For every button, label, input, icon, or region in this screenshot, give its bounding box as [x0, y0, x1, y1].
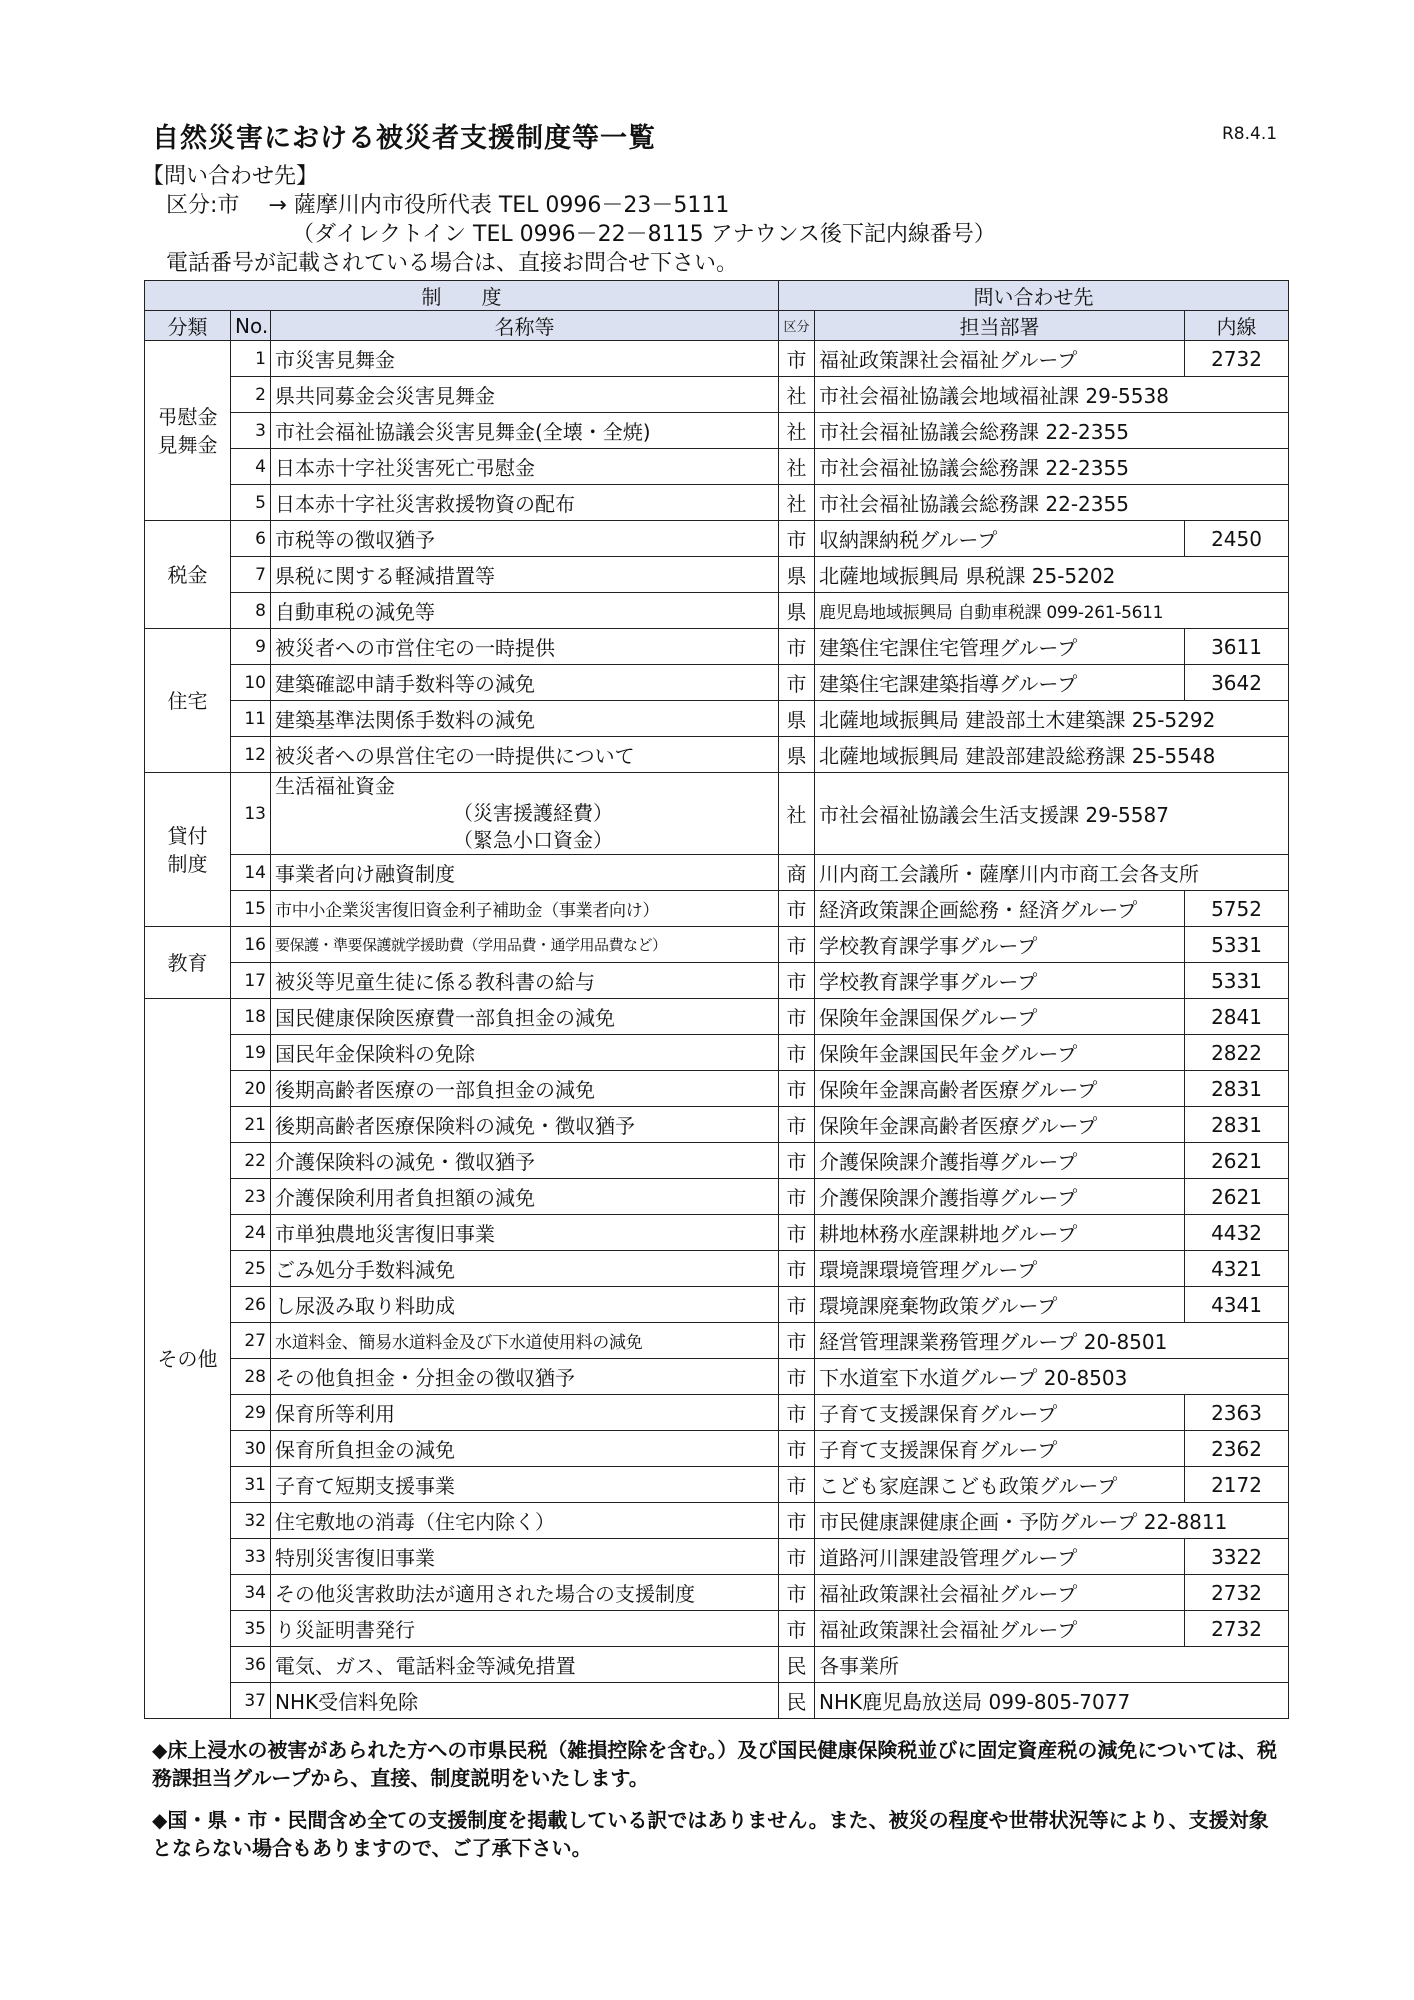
kubun-cell: 社 — [779, 377, 815, 413]
row-number: 36 — [231, 1647, 271, 1683]
system-name: 建築基準法関係手数料の減免 — [271, 701, 779, 737]
row-number: 1 — [231, 341, 271, 377]
group-header-row — [145, 281, 1289, 311]
table-row — [145, 1035, 1289, 1071]
row-number: 8 — [231, 593, 271, 629]
row-number: 2 — [231, 377, 271, 413]
department-cell: 子育て支援課保育グループ — [815, 1395, 1185, 1431]
table-row — [145, 593, 1289, 629]
row-number: 13 — [231, 773, 271, 855]
row-number: 26 — [231, 1287, 271, 1323]
category-cell — [145, 927, 231, 999]
kubun-cell: 市 — [779, 927, 815, 963]
kubun-cell: 市 — [779, 1107, 815, 1143]
extension-cell: 5331 — [1185, 927, 1289, 963]
extension-cell: 5752 — [1185, 891, 1289, 927]
system-name: 子育て短期支援事業 — [271, 1467, 779, 1503]
system-name: 事業者向け融資制度 — [271, 855, 779, 891]
kubun-cell: 市 — [779, 999, 815, 1035]
extension-cell: 2621 — [1185, 1143, 1289, 1179]
extension-cell: 2363 — [1185, 1395, 1289, 1431]
kubun-cell: 市 — [779, 1539, 815, 1575]
row-number: 20 — [231, 1071, 271, 1107]
kubun-cell: 民 — [779, 1683, 815, 1719]
row-number: 32 — [231, 1503, 271, 1539]
system-name: 後期高齢者医療保険料の減免・徴収猶予 — [271, 1107, 779, 1143]
row-number: 34 — [231, 1575, 271, 1611]
extension-cell: 4321 — [1185, 1251, 1289, 1287]
system-name: 市災害見舞金 — [271, 341, 779, 377]
kubun-cell: 市 — [779, 1287, 815, 1323]
system-name: 後期高齢者医療の一部負担金の減免 — [271, 1071, 779, 1107]
row-number: 11 — [231, 701, 271, 737]
row-number: 29 — [231, 1395, 271, 1431]
department-cell: 下水道室下水道グループ 20-8503 — [815, 1359, 1289, 1395]
kubun-cell: 県 — [779, 701, 815, 737]
table-row — [145, 1215, 1289, 1251]
header-name: 名称等 — [271, 311, 779, 341]
table-row — [145, 1287, 1289, 1323]
kubun-cell: 社 — [779, 485, 815, 521]
department-cell: 市社会福祉協議会総務課 22-2355 — [815, 449, 1289, 485]
category-label: 教育 — [167, 950, 208, 975]
extension-cell: 5331 — [1185, 963, 1289, 999]
row-number: 6 — [231, 521, 271, 557]
row-number: 31 — [231, 1467, 271, 1503]
row-number: 35 — [231, 1611, 271, 1647]
kubun-cell: 市 — [779, 1215, 815, 1251]
kubun-cell: 市 — [779, 521, 815, 557]
kubun-cell: 社 — [779, 449, 815, 485]
kubun-cell: 市 — [779, 1035, 815, 1071]
system-name: し尿汲み取り料助成 — [271, 1287, 779, 1323]
kubun-cell: 社 — [779, 773, 815, 855]
row-number: 14 — [231, 855, 271, 891]
system-name: NHK受信料免除 — [271, 1683, 779, 1719]
table-row — [145, 963, 1289, 999]
row-number: 25 — [231, 1251, 271, 1287]
department-cell: 福祉政策課社会福祉グループ — [815, 1575, 1185, 1611]
table-row — [145, 1395, 1289, 1431]
row-number: 7 — [231, 557, 271, 593]
department-cell: 北薩地域振興局 建設部土木建築課 25-5292 — [815, 701, 1289, 737]
extension-cell: 2732 — [1185, 1575, 1289, 1611]
row-number: 30 — [231, 1431, 271, 1467]
kubun-cell: 市 — [779, 1251, 815, 1287]
extension-cell: 3642 — [1185, 665, 1289, 701]
note-tax: ◆床上浸水の被害があられた方への市県民税（雑損控除を含む。）及び国民健康保険税並びに固定資産税の減免については、税務課担当グループから、直接、制度説明をいたします。 — [152, 1738, 1277, 1790]
system-name: 要保護・準要保護就学援助費（学用品費・通学用品費など） — [271, 927, 779, 963]
system-name: 介護保険料の減免・徴収猶予 — [271, 1143, 779, 1179]
kubun-cell: 市 — [779, 1323, 815, 1359]
department-cell: 道路河川課建設管理グループ — [815, 1539, 1185, 1575]
row-number: 23 — [231, 1179, 271, 1215]
kubun-cell: 市 — [779, 629, 815, 665]
department-cell: 北薩地域振興局 県税課 25-5202 — [815, 557, 1289, 593]
header-seido: 制 度 — [145, 281, 779, 311]
category-cell — [145, 629, 231, 773]
department-cell: 収納課納税グループ — [815, 521, 1185, 557]
table-row — [145, 1683, 1289, 1719]
department-cell: 川内商工会議所・薩摩川内市商工会各支所 — [815, 855, 1289, 891]
system-name: その他災害救助法が適用された場合の支援制度 — [271, 1575, 779, 1611]
system-name: 被災者への市営住宅の一時提供 — [271, 629, 779, 665]
system-name: 保育所負担金の減免 — [271, 1431, 779, 1467]
revision-date: R8.4.1 — [1222, 124, 1278, 144]
kubun-cell: 市 — [779, 1071, 815, 1107]
kubun-cell: 市 — [779, 1467, 815, 1503]
table-row — [145, 1071, 1289, 1107]
table-row — [145, 413, 1289, 449]
department-cell: 保険年金課高齢者医療グループ — [815, 1071, 1185, 1107]
system-name: 日本赤十字社災害死亡弔慰金 — [271, 449, 779, 485]
table-row — [145, 1539, 1289, 1575]
department-cell: 保険年金課国保グループ — [815, 999, 1185, 1035]
kubun-cell: 市 — [779, 341, 815, 377]
table-row — [145, 377, 1289, 413]
contact-main-tel: 区分:市 → 薩摩川内市役所代表 TEL 0996－23－5111 — [166, 193, 730, 218]
kubun-cell: 商 — [779, 855, 815, 891]
system-name: 水道料金、簡易水道料金及び下水道使用料の減免 — [271, 1323, 779, 1359]
department-cell: 介護保険課介護指導グループ — [815, 1143, 1185, 1179]
category-label: 税金 — [167, 562, 208, 587]
table-row — [145, 1431, 1289, 1467]
system-name: 日本赤十字社災害救援物資の配布 — [271, 485, 779, 521]
department-cell: 学校教育課学事グループ — [815, 963, 1185, 999]
system-name-sub: （災害援護経費） — [453, 801, 613, 825]
department-cell: 各事業所 — [815, 1647, 1289, 1683]
system-name: 国民健康保険医療費一部負担金の減免 — [271, 999, 779, 1035]
table-row — [145, 891, 1289, 927]
kubun-cell: 市 — [779, 665, 815, 701]
category-label: 弔慰金 見舞金 — [157, 404, 218, 457]
table-row — [145, 927, 1289, 963]
kubun-cell: 市 — [779, 1575, 815, 1611]
table-row — [145, 1467, 1289, 1503]
kubun-cell: 市 — [779, 1611, 815, 1647]
system-name: その他負担金・分担金の徴収猶予 — [271, 1359, 779, 1395]
kubun-cell: 市 — [779, 1359, 815, 1395]
row-number: 12 — [231, 737, 271, 773]
extension-cell: 3611 — [1185, 629, 1289, 665]
system-name: 市中小企業災害復旧資金利子補助金（事業者向け） — [271, 891, 779, 927]
table-row — [145, 1575, 1289, 1611]
category-label: 貸付 制度 — [167, 823, 208, 876]
extension-cell: 2841 — [1185, 999, 1289, 1035]
department-cell: 鹿児島地域振興局 自動車税課 099-261-5611 — [815, 593, 1289, 629]
kubun-cell: 市 — [779, 891, 815, 927]
kubun-cell: 県 — [779, 593, 815, 629]
kubun-cell: 市 — [779, 1179, 815, 1215]
header-category: 分類 — [145, 311, 231, 341]
table-row — [145, 999, 1289, 1035]
row-number: 22 — [231, 1143, 271, 1179]
system-name: 県共同募金会災害見舞金 — [271, 377, 779, 413]
system-name: 市税等の徴収猶予 — [271, 521, 779, 557]
department-cell: 福祉政策課社会福祉グループ — [815, 341, 1185, 377]
extension-cell: 4341 — [1185, 1287, 1289, 1323]
department-cell: 保険年金課国民年金グループ — [815, 1035, 1185, 1071]
table-row — [145, 341, 1289, 377]
kubun-cell: 社 — [779, 413, 815, 449]
header-no: No. — [231, 311, 271, 341]
department-cell: 経済政策課企画総務・経済グループ — [815, 891, 1185, 927]
kubun-cell: 市 — [779, 1503, 815, 1539]
extension-cell: 2831 — [1185, 1071, 1289, 1107]
extension-cell: 2362 — [1185, 1431, 1289, 1467]
footer-notes — [152, 1736, 1288, 1876]
system-name: 市社会福祉協議会災害見舞金(全壊・全焼) — [271, 413, 779, 449]
header-ext: 内線 — [1185, 311, 1289, 341]
department-cell: 市社会福祉協議会生活支援課 29-5587 — [815, 773, 1289, 855]
contact-direct-tel: （ダイレクトイン TEL 0996－22－8115 アナウンス後下記内線番号） — [292, 222, 996, 247]
row-number: 3 — [231, 413, 271, 449]
header-dept: 担当部署 — [815, 311, 1185, 341]
row-number: 21 — [231, 1107, 271, 1143]
system-name: 被災等児童生徒に係る教科書の給与 — [271, 963, 779, 999]
system-name: 特別災害復旧事業 — [271, 1539, 779, 1575]
kubun-cell: 県 — [779, 737, 815, 773]
system-name: 保育所等利用 — [271, 1395, 779, 1431]
department-cell: 建築住宅課建築指導グループ — [815, 665, 1185, 701]
row-number: 33 — [231, 1539, 271, 1575]
department-cell: 子育て支援課保育グループ — [815, 1431, 1185, 1467]
system-name: 被災者への県営住宅の一時提供について — [271, 737, 779, 773]
table-row — [145, 485, 1289, 521]
extension-cell: 2831 — [1185, 1107, 1289, 1143]
row-number: 10 — [231, 665, 271, 701]
category-label: その他 — [157, 1346, 218, 1371]
department-cell: 市社会福祉協議会地域福祉課 29-5538 — [815, 377, 1289, 413]
department-cell: 耕地林務水産課耕地グループ — [815, 1215, 1185, 1251]
department-cell: 環境課廃棄物政策グループ — [815, 1287, 1185, 1323]
system-name: 市単独農地災害復旧事業 — [271, 1215, 779, 1251]
table-row — [145, 1107, 1289, 1143]
row-number: 9 — [231, 629, 271, 665]
department-cell: 保険年金課高齢者医療グループ — [815, 1107, 1185, 1143]
system-name: 国民年金保険料の免除 — [271, 1035, 779, 1071]
row-number: 19 — [231, 1035, 271, 1071]
system-name-line: 生活福祉資金 — [275, 774, 395, 798]
system-name-sub: （緊急小口資金） — [453, 828, 613, 852]
extension-cell: 2732 — [1185, 341, 1289, 377]
row-number: 17 — [231, 963, 271, 999]
system-name: 自動車税の減免等 — [271, 593, 779, 629]
system-name — [271, 773, 779, 855]
table-row — [145, 1251, 1289, 1287]
table-row — [145, 1179, 1289, 1215]
department-cell: NHK鹿児島放送局 099-805-7077 — [815, 1683, 1289, 1719]
kubun-cell: 市 — [779, 1143, 815, 1179]
extension-cell: 2172 — [1185, 1467, 1289, 1503]
department-cell: 建築住宅課住宅管理グループ — [815, 629, 1185, 665]
category-label: 住宅 — [167, 688, 208, 713]
table-row — [145, 449, 1289, 485]
department-cell: 経営管理課業務管理グループ 20-8501 — [815, 1323, 1289, 1359]
contact-info — [142, 162, 996, 278]
category-cell — [145, 521, 231, 629]
table-row — [145, 701, 1289, 737]
table-row — [145, 1647, 1289, 1683]
department-cell: 福祉政策課社会福祉グループ — [815, 1611, 1185, 1647]
row-number: 37 — [231, 1683, 271, 1719]
department-cell: 北薩地域振興局 建設部建設総務課 25-5548 — [815, 737, 1289, 773]
table-row — [145, 665, 1289, 701]
header-kubun: 区分 — [779, 311, 815, 341]
table-row — [145, 1323, 1289, 1359]
system-name: 住宅敷地の消毒（住宅内除く） — [271, 1503, 779, 1539]
contact-heading: 【問い合わせ先】 — [142, 164, 319, 189]
column-header-row — [145, 311, 1289, 341]
department-cell: こども家庭課こども政策グループ — [815, 1467, 1185, 1503]
page-title: 自然災害における被災者支援制度等一覧 — [152, 123, 656, 154]
row-number: 18 — [231, 999, 271, 1035]
table-row — [145, 1503, 1289, 1539]
department-cell: 学校教育課学事グループ — [815, 927, 1185, 963]
system-name: 電気、ガス、電話料金等減免措置 — [271, 1647, 779, 1683]
system-name: 介護保険利用者負担額の減免 — [271, 1179, 779, 1215]
kubun-cell: 市 — [779, 1431, 815, 1467]
contact-note: 電話番号が記載されている場合は、直接お問合せ下さい。 — [166, 251, 739, 276]
category-cell — [145, 999, 231, 1719]
table-row — [145, 1143, 1289, 1179]
table-row — [145, 557, 1289, 593]
note-disclaimer: ◆国・県・市・民間含め全ての支援制度を掲載している訳ではありません。また、被災の程度や世帯状況等により、支援対象とならない場合もありますので、ご了承下さい。 — [152, 1808, 1269, 1860]
row-number: 4 — [231, 449, 271, 485]
row-number: 16 — [231, 927, 271, 963]
table-row — [145, 521, 1289, 557]
kubun-cell: 民 — [779, 1647, 815, 1683]
department-cell: 市社会福祉協議会総務課 22-2355 — [815, 413, 1289, 449]
extension-cell: 2450 — [1185, 521, 1289, 557]
extension-cell: 2732 — [1185, 1611, 1289, 1647]
system-name: り災証明書発行 — [271, 1611, 779, 1647]
row-number: 5 — [231, 485, 271, 521]
department-cell: 介護保険課介護指導グループ — [815, 1179, 1185, 1215]
kubun-cell: 市 — [779, 1395, 815, 1431]
extension-cell: 2822 — [1185, 1035, 1289, 1071]
row-number: 15 — [231, 891, 271, 927]
table-row — [145, 1611, 1289, 1647]
table-row — [145, 737, 1289, 773]
row-number: 28 — [231, 1359, 271, 1395]
system-name: 建築確認申請手数料等の減免 — [271, 665, 779, 701]
table-row — [145, 1359, 1289, 1395]
department-cell: 市民健康課健康企画・予防グループ 22-8811 — [815, 1503, 1289, 1539]
table-row — [145, 855, 1289, 891]
department-cell: 環境課環境管理グループ — [815, 1251, 1185, 1287]
row-number: 27 — [231, 1323, 271, 1359]
kubun-cell: 県 — [779, 557, 815, 593]
header-toiawase: 問い合わせ先 — [779, 281, 1289, 311]
system-name: 県税に関する軽減措置等 — [271, 557, 779, 593]
category-cell — [145, 341, 231, 521]
extension-cell: 2621 — [1185, 1179, 1289, 1215]
kubun-cell: 市 — [779, 963, 815, 999]
system-name: ごみ処分手数料減免 — [271, 1251, 779, 1287]
department-cell: 市社会福祉協議会総務課 22-2355 — [815, 485, 1289, 521]
support-table — [144, 280, 1289, 1719]
extension-cell: 4432 — [1185, 1215, 1289, 1251]
row-number: 24 — [231, 1215, 271, 1251]
table-row — [145, 773, 1289, 855]
table-row — [145, 629, 1289, 665]
extension-cell: 3322 — [1185, 1539, 1289, 1575]
category-cell — [145, 773, 231, 927]
